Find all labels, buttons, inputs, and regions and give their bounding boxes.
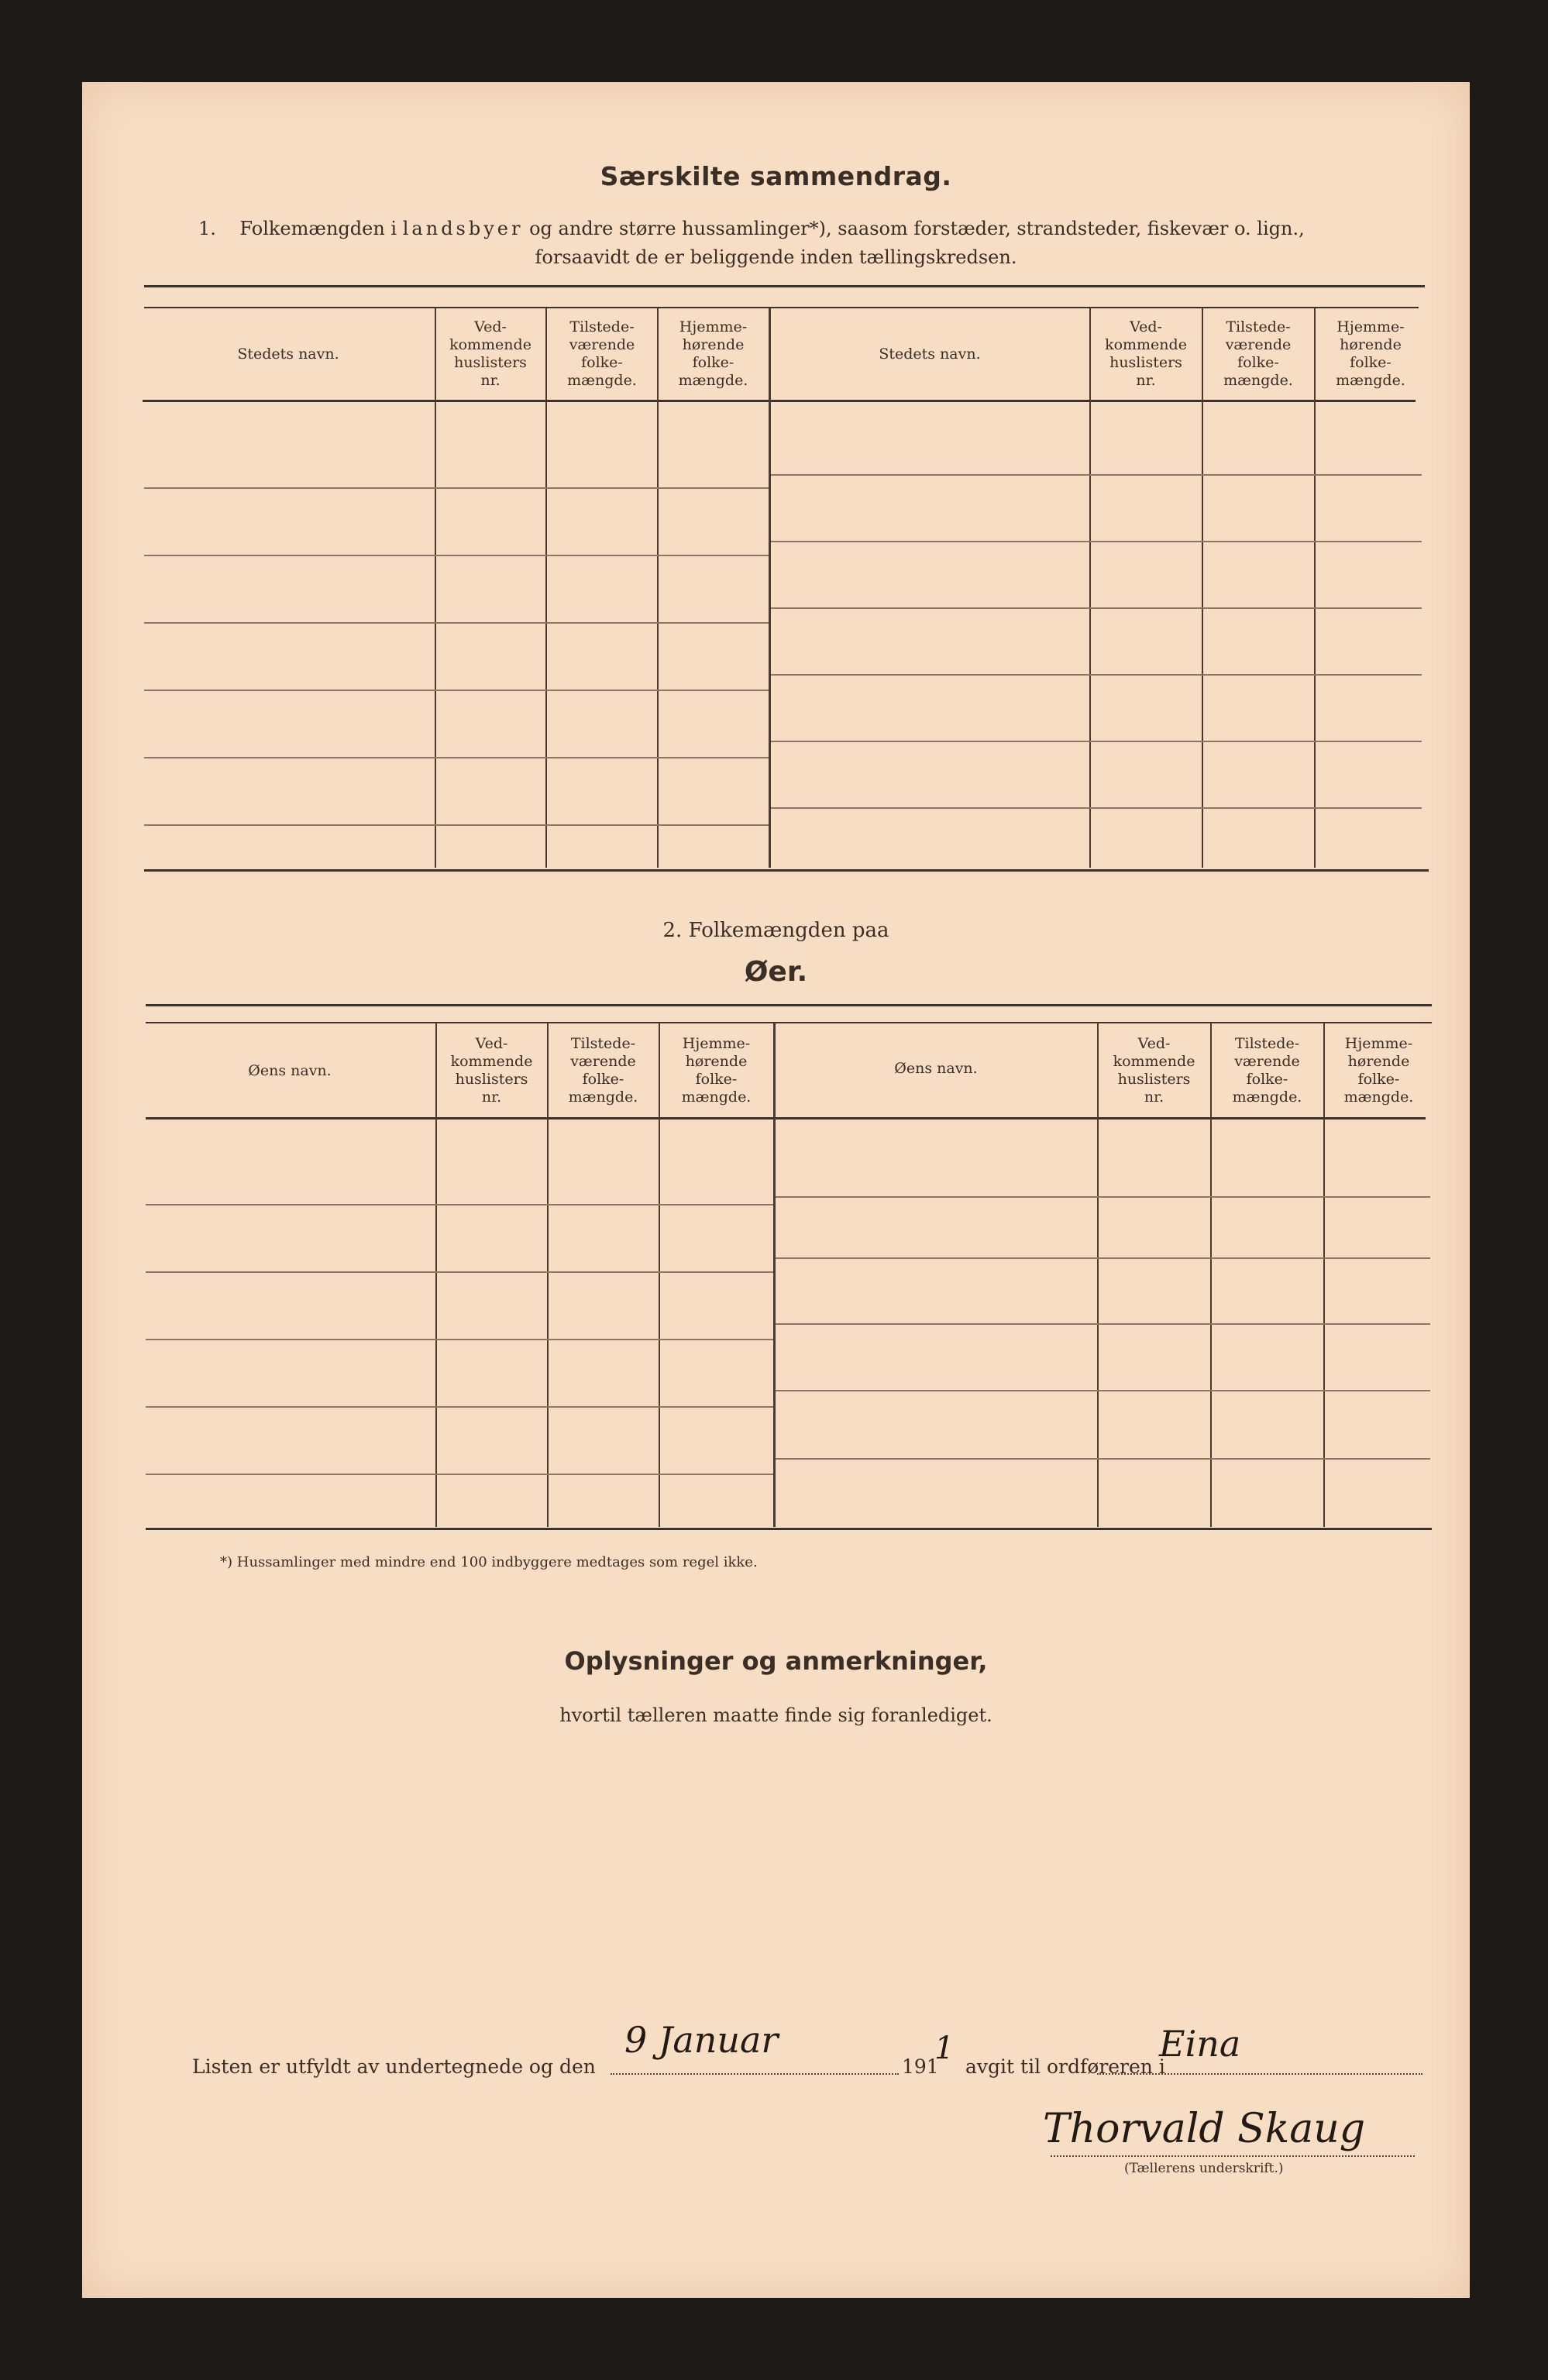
form-title: Særskilte sammendrag. [600, 161, 952, 191]
table-2-bottom-rule [146, 1528, 1432, 1530]
table-1-row-line [771, 674, 1422, 676]
table-2-row-line [146, 1204, 773, 1205]
date-handwritten: 9 Januar [624, 2019, 779, 2061]
table-1-row-line [144, 757, 769, 758]
table-1-col-divider [435, 308, 436, 868]
table-1-header-hjemme-right: Hjemme- hørende folke- mængde. [1336, 318, 1405, 389]
intro-text-a: Folkemængden i [239, 218, 397, 239]
table-2-center-divider [773, 1023, 776, 1527]
table-2-col-divider [1210, 1023, 1212, 1527]
footnote: *) Hussamlinger med mindre end 100 indbyggere medtages som regel ikke. [220, 1554, 758, 1570]
intro-line-2: forsaavidt de er beliggende inden tællingskredsen. [535, 246, 1017, 268]
table-1-row-line [144, 487, 769, 489]
table-2-header-tilst-right: Tilstede- værende folke- mængde. [1232, 1035, 1302, 1106]
counter-signature-caption: (Tællerens underskrift.) [1124, 2161, 1284, 2176]
table-1-header-tilst: Tilstede- værende folke- mængde. [567, 318, 637, 389]
table-1-col-divider [545, 308, 547, 868]
section-2-label: 2. Folkemængden paa [662, 919, 889, 942]
table-2-top-rule-inner [146, 1022, 1432, 1023]
table-2-row-line [776, 1458, 1430, 1460]
table-2-row-line [776, 1257, 1430, 1259]
table-1-row-line [771, 607, 1422, 609]
table-2-row-line [146, 1474, 773, 1475]
table-1-header-rule [143, 400, 1416, 402]
table-1-row-line [771, 741, 1422, 742]
signature-prefix: Listen er utfyldt av undertegnede og den [192, 2055, 596, 2078]
table-2-col-divider [659, 1023, 660, 1527]
table-1-row-line [144, 555, 769, 556]
table-2-col-divider [1323, 1023, 1325, 1527]
intro-text-b: og andre større hussamlinger*), saasom forstæder, strandsteder, fiskevær o. lign., [529, 218, 1305, 239]
table-1-row-line [771, 474, 1422, 476]
intro-text-spaced: landsbyer [402, 218, 524, 239]
table-1-col-divider [1314, 308, 1316, 868]
table-2-top-rule [146, 1004, 1432, 1006]
year-prefix: 191 [902, 2055, 939, 2078]
table-2-row-line [776, 1323, 1430, 1325]
table-2-row-line [776, 1390, 1430, 1391]
table-1-row-line [771, 541, 1422, 542]
table-2-header-vedk-right: Ved- kommende huslisters nr. [1113, 1035, 1195, 1106]
table-2-header-name: Øens navn. [248, 1061, 332, 1079]
table-1-row-line [144, 824, 769, 826]
table-2-header-vedk: Ved- kommende huslisters nr. [450, 1035, 533, 1106]
table-1-top-rule [144, 285, 1425, 287]
table-1-header-vedk: Ved- kommende huslisters nr. [449, 318, 531, 389]
table-2-col-divider [435, 1023, 437, 1527]
table-1-header-vedk-right: Ved- kommende huslisters nr. [1105, 318, 1187, 389]
table-1-col-divider [1089, 308, 1091, 868]
section-2-title: Øer. [744, 956, 808, 988]
census-form-page [82, 82, 1470, 2298]
notes-title: Oplysninger og anmerkninger, [564, 1646, 988, 1676]
table-1-col-divider [657, 308, 659, 868]
table-1-row-line [771, 807, 1422, 809]
table-2-header-rule [146, 1117, 1426, 1119]
table-2-row-line [776, 1196, 1430, 1198]
place-field-line [1097, 2073, 1422, 2075]
counter-signature-line [1051, 2155, 1415, 2157]
place-handwritten: Eina [1159, 2023, 1241, 2065]
table-1-header-tilst-right: Tilstede- værende folke- mængde. [1223, 318, 1293, 389]
intro-line-1 [198, 218, 1305, 239]
counter-signature: Thorvald Skaug [1043, 2106, 1366, 2152]
table-1-bottom-rule [144, 869, 1429, 872]
table-2-header-hjemme-right: Hjemme- hørende folke- mængde. [1343, 1035, 1414, 1106]
signature-middle: avgit til ordføreren i [965, 2055, 1165, 2078]
table-1-header-name-right: Stedets navn. [879, 345, 981, 363]
table-2-col-divider [1097, 1023, 1099, 1527]
table-1-top-rule-inner [144, 307, 1419, 308]
table-2-row-line [146, 1339, 773, 1340]
table-1-header-hjemme: Hjemme- hørende folke- mængde. [678, 318, 748, 389]
intro-number: 1. [198, 218, 216, 239]
notes-subtitle: hvortil tælleren maatte finde sig foranlediget. [559, 1704, 992, 1726]
table-2-col-divider [547, 1023, 549, 1527]
table-1-row-line [144, 690, 769, 691]
table-2-header-tilst: Tilstede- værende folke- mængde. [568, 1035, 638, 1106]
table-1-header-name: Stedets navn. [237, 345, 339, 363]
year-handwritten: 1 [934, 2031, 955, 2066]
table-2-row-line [146, 1406, 773, 1408]
table-1-col-divider [1202, 308, 1203, 868]
date-field-line [611, 2073, 899, 2075]
table-1-center-divider [769, 308, 771, 868]
table-2-header-hjemme: Hjemme- hørende folke- mængde. [681, 1035, 752, 1106]
table-1-row-line [144, 622, 769, 624]
table-2-header-name-right: Øens navn. [894, 1059, 978, 1077]
table-2-row-line [146, 1271, 773, 1273]
